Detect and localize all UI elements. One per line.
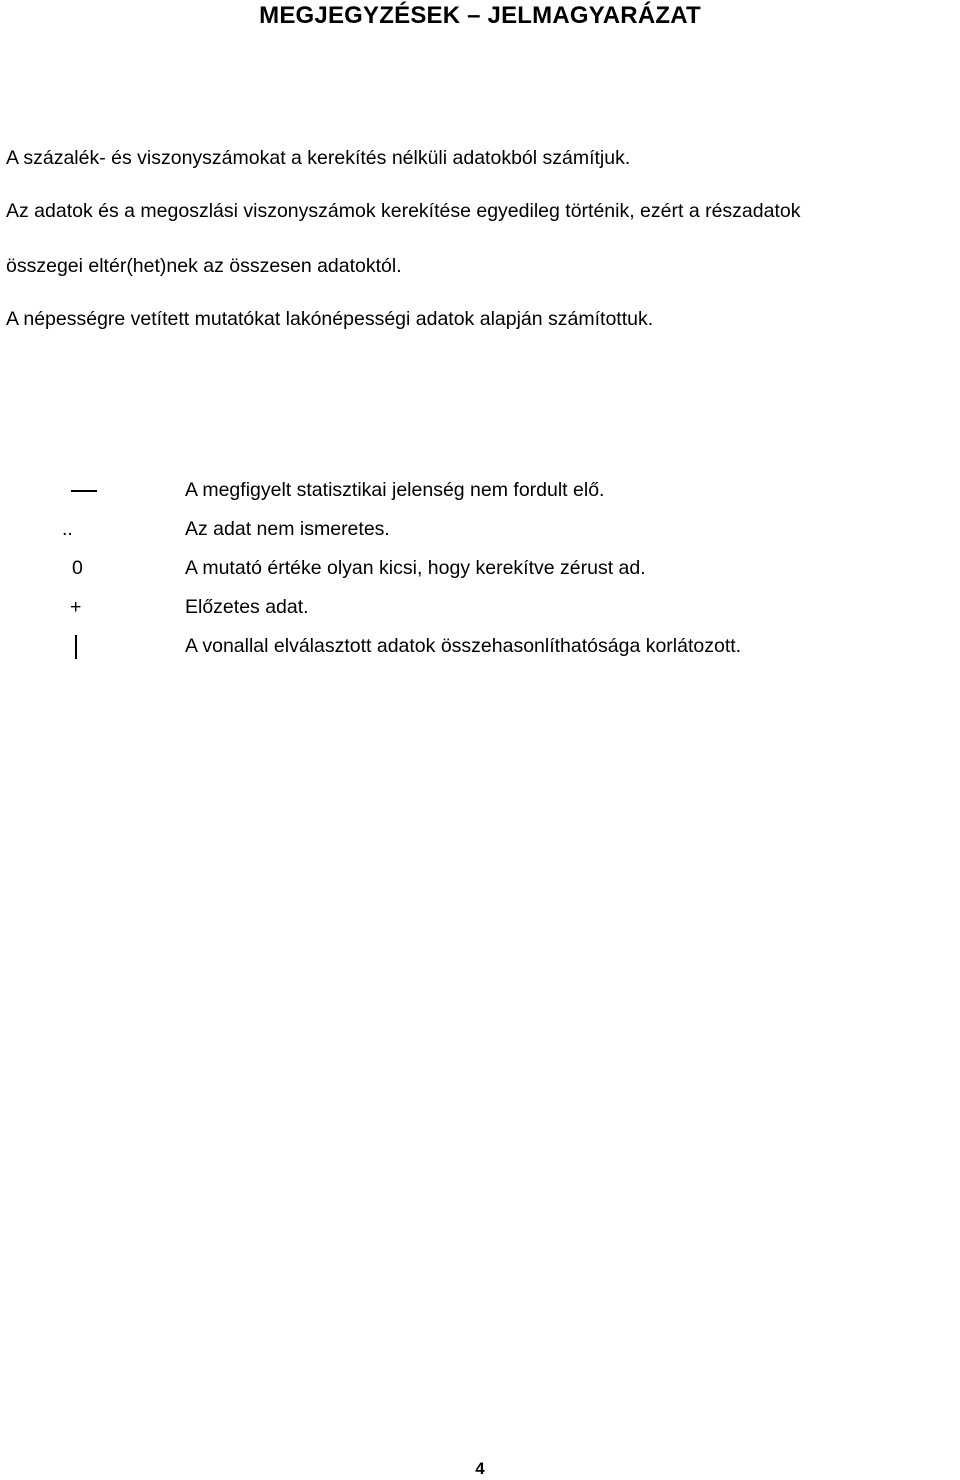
legend-description: Az adat nem ismeretes.	[185, 518, 390, 540]
legend-row-preliminary	[0, 593, 960, 632]
legend-symbol	[62, 515, 112, 543]
legend-row-limited-comparability	[0, 632, 960, 671]
symbol-legend	[0, 476, 960, 671]
legend-symbol	[62, 554, 112, 582]
paragraph-totals-note	[6, 197, 956, 280]
legend-row-zero	[0, 554, 960, 593]
legend-description: Előzetes adat.	[185, 596, 309, 618]
long-dash-icon	[71, 490, 97, 492]
page-title: MEGJEGYZÉSEK – JELMAGYARÁZAT	[259, 2, 701, 29]
paragraph-rounding-note: A százalék- és viszonyszámokat a kerekítés nélküli adatokból számítjuk.	[6, 147, 631, 169]
legend-symbol-text: +	[70, 596, 82, 618]
legend-symbol-text: 0	[72, 557, 83, 579]
legend-description: A vonallal elválasztott adatok összehasonlíthatósága korlátozott.	[185, 635, 742, 657]
legend-description: A mutató értéke olyan kicsi, hogy kerekítve zérust ad.	[185, 557, 646, 579]
vertical-bar-icon	[75, 635, 77, 659]
paragraph-totals-line-2: összegei eltér(het)nek az összesen adatoktól.	[6, 255, 402, 277]
legend-symbol-text: ..	[62, 518, 73, 540]
legend-row-not-occurred	[0, 476, 960, 515]
legend-row-unknown	[0, 515, 960, 554]
legend-symbol	[62, 632, 112, 660]
legend-symbol	[62, 476, 112, 504]
page-number: 4	[475, 1459, 485, 1478]
paragraph-totals-line-1: Az adatok és a megoszlási viszonyszámok kerekítése egyedileg történik, ezért a részadatok	[6, 200, 801, 222]
paragraph-population-note: A népességre vetített mutatókat lakónépességi adatok alapján számítottuk.	[6, 308, 654, 330]
legend-description: A megfigyelt statisztikai jelenség nem fordult elő.	[185, 479, 605, 501]
legend-symbol	[62, 593, 112, 621]
